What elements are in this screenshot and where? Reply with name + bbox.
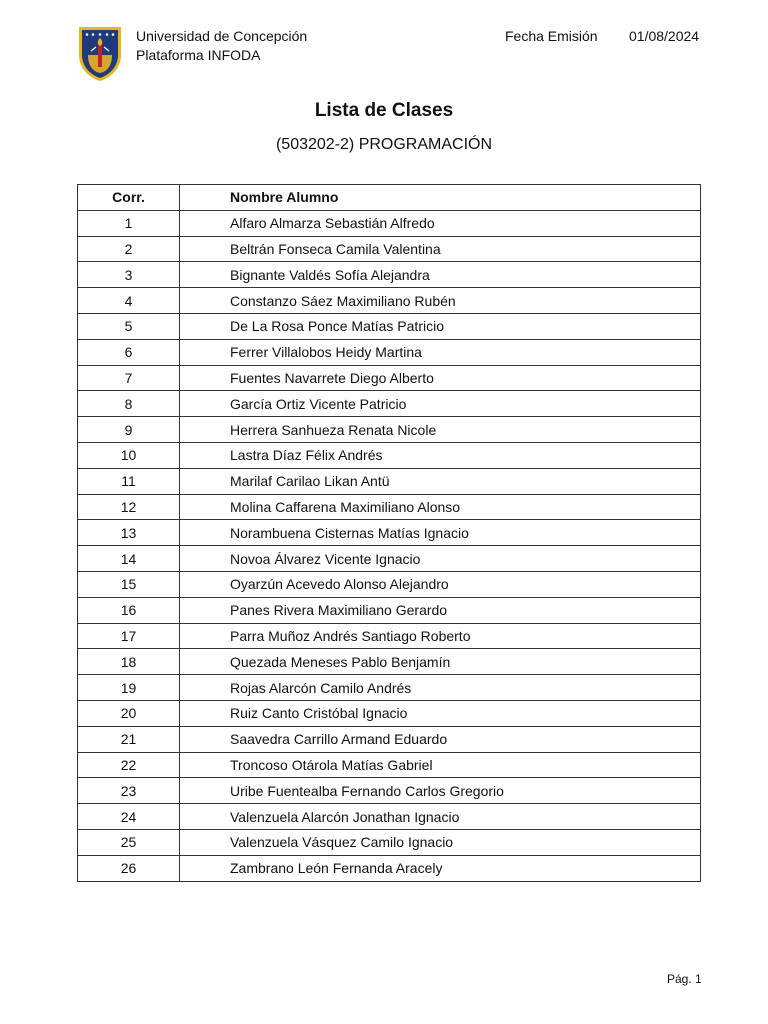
table-row <box>78 597 701 623</box>
row-corr-cell: 21 <box>78 726 180 752</box>
row-corr-cell: 15 <box>78 571 180 597</box>
institution-block <box>136 27 307 65</box>
university-name: Universidad de Concepción <box>136 28 308 44</box>
row-corr-cell: 13 <box>78 520 180 546</box>
row-corr-cell: 8 <box>78 391 180 417</box>
table-row <box>78 778 701 804</box>
table-row <box>78 210 701 236</box>
table-header-row <box>78 185 701 211</box>
student-name-cell: Quezada Meneses Pablo Benjamín <box>180 649 701 675</box>
row-corr-cell: 25 <box>78 829 180 855</box>
row-corr-cell: 24 <box>78 804 180 830</box>
row-corr-cell: 1 <box>78 210 180 236</box>
student-name-cell: Herrera Sanhueza Renata Nicole <box>180 417 701 443</box>
student-name-cell: Valenzuela Alarcón Jonathan Ignacio <box>180 804 701 830</box>
student-name-cell: Ruiz Canto Cristóbal Ignacio <box>180 700 701 726</box>
student-name-cell: Marilaf Carilao Likan Antü <box>180 468 701 494</box>
table-row <box>78 675 701 701</box>
student-name-cell: Constanzo Sáez Maximiliano Rubén <box>180 288 701 314</box>
student-name-cell: Lastra Díaz Félix Andrés <box>180 442 701 468</box>
row-corr-cell: 14 <box>78 546 180 572</box>
table-row <box>78 365 701 391</box>
student-name-cell: Novoa Álvarez Vicente Ignacio <box>180 546 701 572</box>
table-row <box>78 442 701 468</box>
row-corr-cell: 26 <box>78 855 180 881</box>
table-row <box>78 855 701 881</box>
student-name-cell: Rojas Alarcón Camilo Andrés <box>180 675 701 701</box>
student-name-cell: Zambrano León Fernanda Aracely <box>180 855 701 881</box>
table-row <box>78 468 701 494</box>
table-row <box>78 700 701 726</box>
student-name-cell: Troncoso Otárola Matías Gabriel <box>180 752 701 778</box>
student-name-cell: Molina Caffarena Maximiliano Alonso <box>180 494 701 520</box>
row-corr-cell: 5 <box>78 313 180 339</box>
student-name-cell: Panes Rivera Maximiliano Gerardo <box>180 597 701 623</box>
table-row <box>78 649 701 675</box>
issue-date-value: 01/08/2024 <box>629 28 700 44</box>
row-corr-cell: 3 <box>78 262 180 288</box>
platform-name: Plataforma INFODA <box>136 47 261 63</box>
row-corr-cell: 2 <box>78 236 180 262</box>
issue-date-label: Fecha Emisión <box>505 28 598 44</box>
table-row <box>78 494 701 520</box>
student-name-cell: Beltrán Fonseca Camila Valentina <box>180 236 701 262</box>
column-header-name: Nombre Alumno <box>180 185 701 211</box>
student-name-cell: Alfaro Almarza Sebastián Alfredo <box>180 210 701 236</box>
student-name-cell: Norambuena Cisternas Matías Ignacio <box>180 520 701 546</box>
student-name-cell: Oyarzún Acevedo Alonso Alejandro <box>180 571 701 597</box>
row-corr-cell: 6 <box>78 339 180 365</box>
table-row <box>78 623 701 649</box>
table-row <box>78 417 701 443</box>
row-corr-cell: 19 <box>78 675 180 701</box>
university-crest-icon <box>77 25 123 83</box>
table-row <box>78 726 701 752</box>
table-row <box>78 804 701 830</box>
row-corr-cell: 4 <box>78 288 180 314</box>
row-corr-cell: 7 <box>78 365 180 391</box>
student-name-cell: Uribe Fuentealba Fernando Carlos Gregorio <box>180 778 701 804</box>
table-row <box>78 829 701 855</box>
table-row <box>78 262 701 288</box>
table-row <box>78 391 701 417</box>
document-title: Lista de Clases <box>314 100 454 121</box>
table-row <box>78 236 701 262</box>
table-row <box>78 339 701 365</box>
row-corr-cell: 18 <box>78 649 180 675</box>
row-corr-cell: 9 <box>78 417 180 443</box>
student-name-cell: Bignante Valdés Sofía Alejandra <box>180 262 701 288</box>
student-roster-table <box>77 184 701 882</box>
student-name-cell: Fuentes Navarrete Diego Alberto <box>180 365 701 391</box>
table-row <box>78 752 701 778</box>
column-header-corr: Corr. <box>78 185 180 211</box>
row-corr-cell: 10 <box>78 442 180 468</box>
student-name-cell: Valenzuela Vásquez Camilo Ignacio <box>180 829 701 855</box>
course-subtitle: (503202-2) PROGRAMACIÓN <box>275 136 493 153</box>
table-row <box>78 520 701 546</box>
row-corr-cell: 22 <box>78 752 180 778</box>
student-name-cell: De La Rosa Ponce Matías Patricio <box>180 313 701 339</box>
table-row <box>78 313 701 339</box>
student-name-cell: García Ortiz Vicente Patricio <box>180 391 701 417</box>
student-name-cell: Saavedra Carrillo Armand Eduardo <box>180 726 701 752</box>
table-row <box>78 571 701 597</box>
row-corr-cell: 16 <box>78 597 180 623</box>
page-number: Pág. 1 <box>667 972 702 986</box>
table-row <box>78 288 701 314</box>
row-corr-cell: 12 <box>78 494 180 520</box>
student-name-cell: Ferrer Villalobos Heidy Martina <box>180 339 701 365</box>
row-corr-cell: 23 <box>78 778 180 804</box>
row-corr-cell: 11 <box>78 468 180 494</box>
student-name-cell: Parra Muñoz Andrés Santiago Roberto <box>180 623 701 649</box>
row-corr-cell: 20 <box>78 700 180 726</box>
table-row <box>78 546 701 572</box>
row-corr-cell: 17 <box>78 623 180 649</box>
